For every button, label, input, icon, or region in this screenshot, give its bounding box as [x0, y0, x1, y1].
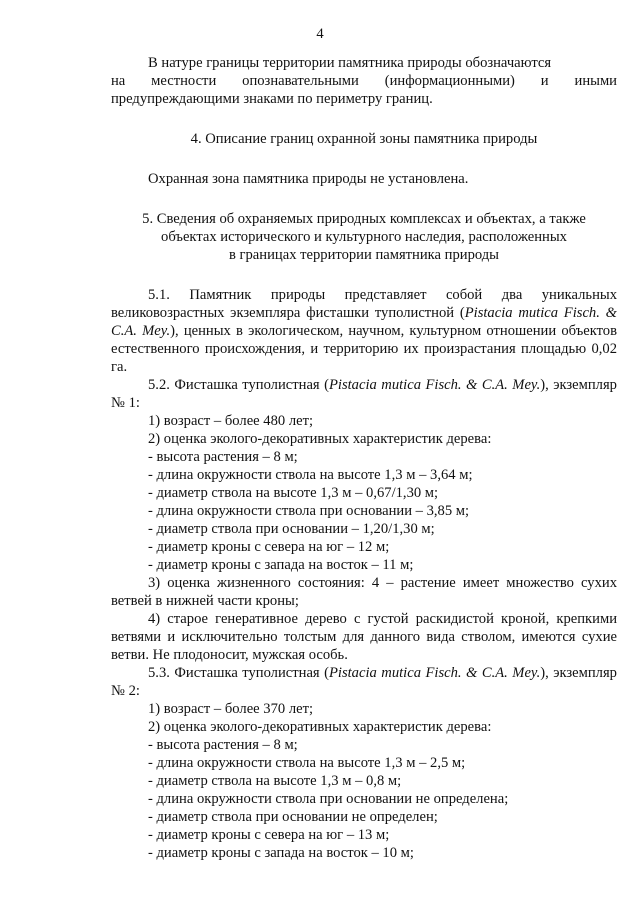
tree-2-characteristics [111, 700, 617, 862]
intro-line: предупреждающими знаками по периметру границ. [111, 91, 433, 107]
page-number: 4 [316, 26, 324, 42]
paragraph-text: ), экземпляр № 1: [111, 377, 617, 411]
list-item: 2) оценка эколого-декоративных характеристик дерева: [148, 431, 492, 447]
list-item: - диаметр кроны с запада на восток – 11 м; [148, 557, 414, 573]
list-item: - диаметр кроны с севера на юг – 12 м; [148, 539, 390, 555]
paragraph-text: ), экземпляр № 2: [111, 665, 617, 699]
intro-line: на местности опознавательными (информационными) и иными [111, 73, 617, 89]
list-item: - высота растения – 8 м; [148, 449, 298, 465]
paragraph-5-2 [111, 376, 617, 412]
heading-line: объектах исторического и культурного наследия, расположенных [161, 229, 567, 245]
section-4-heading: 4. Описание границ охранной зоны памятника природы [190, 131, 538, 147]
paragraph-text: 5.1. Памятник природы представляет собой два уникальных великовозрастных экземпляра фисташки туполистной ( [111, 287, 617, 321]
section-5-heading [111, 210, 617, 264]
latin-name: Pistacia mutica Fisch. & C.A. Mey. [328, 665, 541, 681]
list-item: 1) возраст – более 370 лет; [148, 701, 314, 717]
heading-line: 5. Сведения об охраняемых природных комплексах и объектах, а также [142, 211, 586, 227]
tree-1-state: 3) оценка жизненного состояния: 4 – растение имеет множество сухих ветвей в нижней части кроны; [111, 575, 617, 609]
latin-name: Pistacia mutica Fisch. & C.A. Mey. [111, 305, 617, 339]
latin-name: Pistacia mutica Fisch. & C.A. Mey. [328, 377, 541, 393]
paragraph-text: ), ценных в экологическом, научном, культурном отношении объектов естественного происхождения, и территорию их произрастания площадью 0,02 га. [111, 323, 617, 375]
document-body [111, 0, 617, 862]
list-item: - диаметр кроны с севера на юг – 13 м; [148, 827, 390, 843]
tree-1-characteristics [111, 412, 617, 574]
list-item: 2) оценка эколого-декоративных характеристик дерева: [148, 719, 492, 735]
list-item: - диаметр ствола на высоте 1,3 м – 0,8 м; [148, 773, 402, 789]
intro-line: В натуре границы территории памятника природы обозначаются [148, 55, 552, 71]
intro-paragraph [111, 54, 617, 108]
list-item: - диаметр ствола при основании не определен; [148, 809, 438, 825]
list-item: - высота растения – 8 м; [148, 737, 298, 753]
list-item: - длина окружности ствола на высоте 1,3 м – 2,5 м; [148, 755, 466, 771]
heading-line: в границах территории памятника природы [228, 247, 499, 263]
tree-1-description: 4) старое генеративное дерево с густой раскидистой кроной, крепкими ветвями и исключительно толстым для данного вида стволом, имеются сухие ветви. Не плодоносит, мужская особь. [111, 611, 617, 663]
paragraph-text: 5.2. Фисташка туполистная ( [148, 377, 329, 393]
paragraph-5-3 [111, 664, 617, 700]
list-item: 1) возраст – более 480 лет; [148, 413, 314, 429]
list-item: - диаметр ствола на высоте 1,3 м – 0,67/1,30 м; [148, 485, 439, 501]
list-item: - диаметр ствола при основании – 1,20/1,30 м; [148, 521, 435, 537]
paragraph-text: 5.3. Фисташка туполистная ( [148, 665, 329, 681]
list-item: - диаметр кроны с запада на восток – 10 м; [148, 845, 414, 861]
list-item: - длина окружности ствола на высоте 1,3 м – 3,64 м; [148, 467, 473, 483]
paragraph-5-1 [111, 286, 617, 376]
list-item: - длина окружности ствола при основании – 3,85 м; [148, 503, 470, 519]
list-item: - длина окружности ствола при основании не определена; [148, 791, 509, 807]
section-4-text: Охранная зона памятника природы не установлена. [148, 171, 469, 187]
